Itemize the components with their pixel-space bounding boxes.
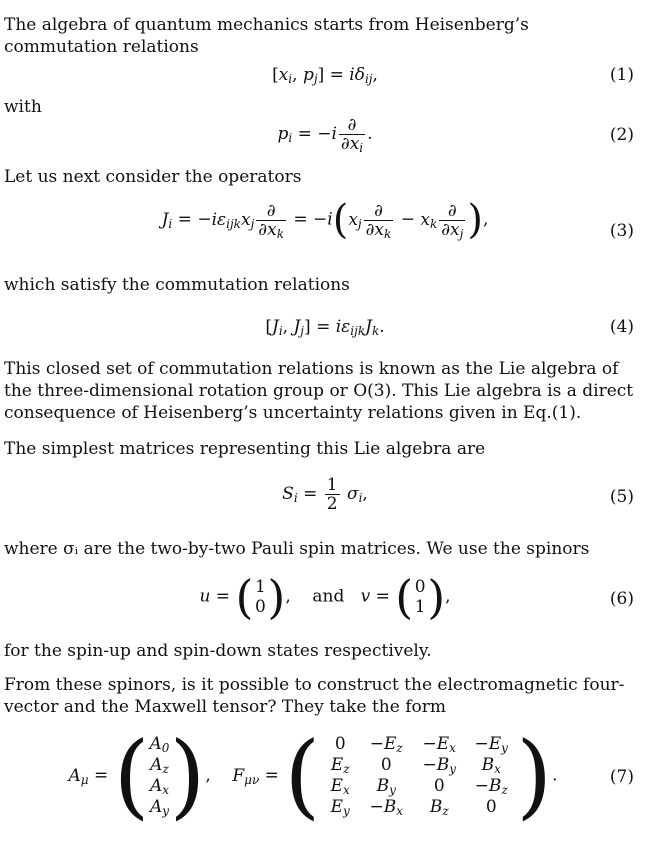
equation-7: $A_\mu$ = ( $A_0$ $A_z$ $A_x$ $A_y$ ), $F_{\mu\nu}$ = ( 0 $-E_z$ $-E_x$ $-E_y$ $E_z$ 0 $-B_y$ $B_x$ $E_x$ $B_y$ 0 $-B_z$ $E_y$ $-B_x$ $B_z$ 0 ). (7)	[68, 722, 634, 829]
equation-number-5: (5)	[609, 487, 634, 507]
equation-number-4: (4)	[609, 317, 634, 337]
equation-number-2: (2)	[609, 125, 634, 145]
equation-4: [$J_i$, $J_j] = i\varepsilon_{ijk}J_k$. (4)	[265, 317, 634, 338]
equation-number-1: (1)	[609, 65, 634, 85]
paragraph-commutation: which satisfy the commutation relations	[4, 275, 350, 295]
equation-number-6: (6)	[609, 589, 634, 609]
paragraph-with: with	[4, 97, 42, 117]
paragraph-spin-states: for the spin-up and spin-down states respectively.	[4, 641, 432, 661]
equation-number-7: (7)	[609, 767, 634, 787]
paragraph-simplest-matrices: The simplest matrices representing this Lie algebra are	[4, 439, 486, 459]
paragraph-four-vector: From these spinors, is it possible to construct the electromagnetic four-vector and the Maxwell tensor? They take the form	[4, 675, 625, 717]
equation-6-connector: and	[312, 586, 345, 607]
equation-6: u = ( 1 0 ), and v = ( 0 1 ), (6)	[199, 570, 634, 624]
equation-5: $S_i$ = $\frac{1}{2}$ $\sigma_i$, (5)	[282, 475, 634, 514]
paragraph-heisenberg-intro: The algebra of quantum mechanics starts from Heisenberg’s commutation relations	[4, 15, 529, 57]
paragraph-pauli: where σᵢ are the two-by-two Pauli spin matrices. We use the spinors	[4, 539, 590, 559]
equation-3: $J_i = -i\varepsilon_{ijk}x_j$ $\frac{\partial}{\partial x_k}$ = $-i(x_j$ $\frac{\partial}{\partial x_k}$ − $x_k$ $\frac{\partial}{\partial x_j}$ ), (3)	[161, 197, 634, 243]
equation-2: $p_i = -i$ $\frac{\partial}{\partial x_i}$ . (2)	[277, 115, 634, 155]
equation-number-3: (3)	[609, 221, 634, 241]
paragraph-lie-algebra: This closed set of commutation relations is known as the Lie algebra of the three-dimensional rotation group or O(3). This Lie algebra is a direct consequence of Heisenberg’s uncertainty relations given in Eq.(1).	[4, 359, 634, 423]
equation-1: [$x_i$, $p_j] = i\delta_{ij}$, (1)	[272, 65, 634, 86]
paragraph-operators: Let us next consider the operators	[4, 167, 302, 187]
